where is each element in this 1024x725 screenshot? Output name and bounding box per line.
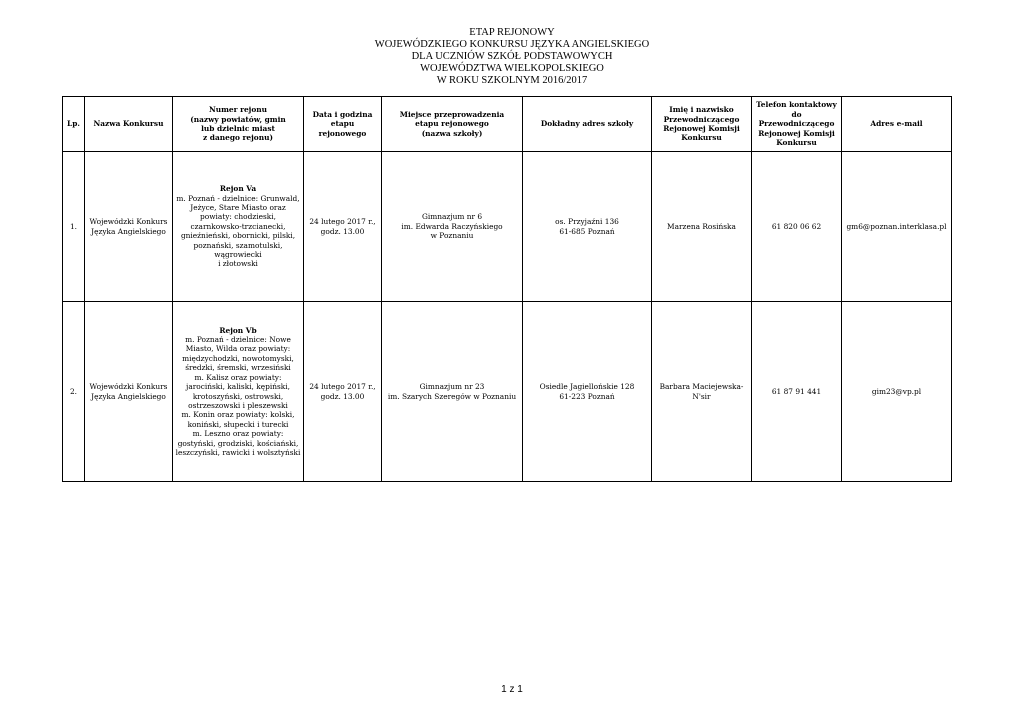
- header-rejon: Numer rejonu (nazwy powiatów, gmin lub dzielnic miast z danego rejonu): [173, 97, 304, 152]
- cell-rejon: [173, 152, 304, 302]
- cell-nazwa: Wojewódzki Konkurs Języka Angielskiego: [85, 302, 173, 482]
- title-line-2: WOJEWÓDZKIEGO KONKURSU JĘZYKA ANGIELSKIEGO: [374, 39, 650, 50]
- cell-telefon: 61 87 91 441: [752, 302, 842, 482]
- header-lp: Lp.: [63, 97, 85, 152]
- cell-telefon: 61 820 06 62: [752, 152, 842, 302]
- table-row: [63, 302, 952, 482]
- header-miejsce: Miejsce przeprowadzenia etapu rejonowego (nazwa szkoły): [382, 97, 523, 152]
- cell-miejsce: Gimnazjum nr 23 im. Szarych Szeregów w Poznaniu: [382, 302, 523, 482]
- cell-rejon: [173, 302, 304, 482]
- rejon-title: Rejon Va: [219, 184, 257, 194]
- title-line-3: DLA UCZNIÓW SZKÓŁ PODSTAWOWYCH: [411, 51, 613, 62]
- contest-table: [62, 96, 952, 482]
- cell-lp: 2.: [63, 302, 85, 482]
- cell-adres: Osiedle Jagiellońskie 128 61-223 Poznań: [523, 302, 652, 482]
- table-header-row: [63, 97, 952, 152]
- page-number: 1 z 1: [501, 684, 523, 695]
- cell-przewodniczacy: Marzena Rosińska: [652, 152, 752, 302]
- header-data: Data i godzina etapu rejonowego: [304, 97, 382, 152]
- cell-przewodniczacy: Barbara Maciejewska-N'sir: [652, 302, 752, 482]
- cell-data: 24 lutego 2017 r., godz. 13.00: [304, 302, 382, 482]
- cell-adres: os. Przyjaźni 136 61-685 Poznań: [523, 152, 652, 302]
- cell-miejsce: Gimnazjum nr 6 im. Edwarda Raczyńskiego w Poznaniu: [382, 152, 523, 302]
- header-nazwa: Nazwa Konkursu: [85, 97, 173, 152]
- title-line-5: W ROKU SZKOLNYM 2016/2017: [436, 75, 588, 86]
- header-adres: Dokładny adres szkoły: [523, 97, 652, 152]
- title-line-4: WOJEWÓDZTWA WIELKOPOLSKIEGO: [420, 63, 604, 74]
- rejon-title: Rejon Vb: [219, 325, 257, 335]
- header-telefon: Telefon kontaktowy do Przewodniczącego Rejonowej Komisji Konkursu: [752, 97, 842, 152]
- cell-nazwa: Wojewódzki Konkurs Języka Angielskiego: [85, 152, 173, 302]
- title-line-1: ETAP REJONOWY: [469, 27, 555, 38]
- rejon-description: m. Poznań - dzielnice: Grunwald, Jeżyce, Stare Miasto oraz powiaty: chodzieski, czarnkowsko-trzcianecki, gnieźnieński, obornicki, pilski, poznański, szamotulski, wągrowiecki i złotowski: [176, 193, 300, 269]
- cell-email: gm6@poznan.interklasa.pl: [842, 152, 952, 302]
- header-przewodniczacy: Imię i nazwisko Przewodniczącego Rejonowej Komisji Konkursu: [652, 97, 752, 152]
- cell-email: gim23@vp.pl: [842, 302, 952, 482]
- rejon-description: m. Poznań - dzielnice: Nowe Miasto, Wilda oraz powiaty: międzychodzki, nowotomyski, średzki, śremski, wrzesiński m. Kalisz oraz powiaty: jarociński, kaliski, kępiński, krotoszyński, ostrowski, ostrzeszowski i pleszewski m. Konin oraz powiaty: kolski, koniński, słupecki i turecki m. Leszno oraz powiaty: gostyński, grodziski, kościański, leszczyński, rawicki i wolsztyński: [175, 335, 301, 457]
- cell-data: 24 lutego 2017 r., godz. 13.00: [304, 152, 382, 302]
- header-email: Adres e-mail: [842, 97, 952, 152]
- table-row: [63, 152, 952, 302]
- document-title: [0, 27, 1024, 87]
- cell-lp: 1.: [63, 152, 85, 302]
